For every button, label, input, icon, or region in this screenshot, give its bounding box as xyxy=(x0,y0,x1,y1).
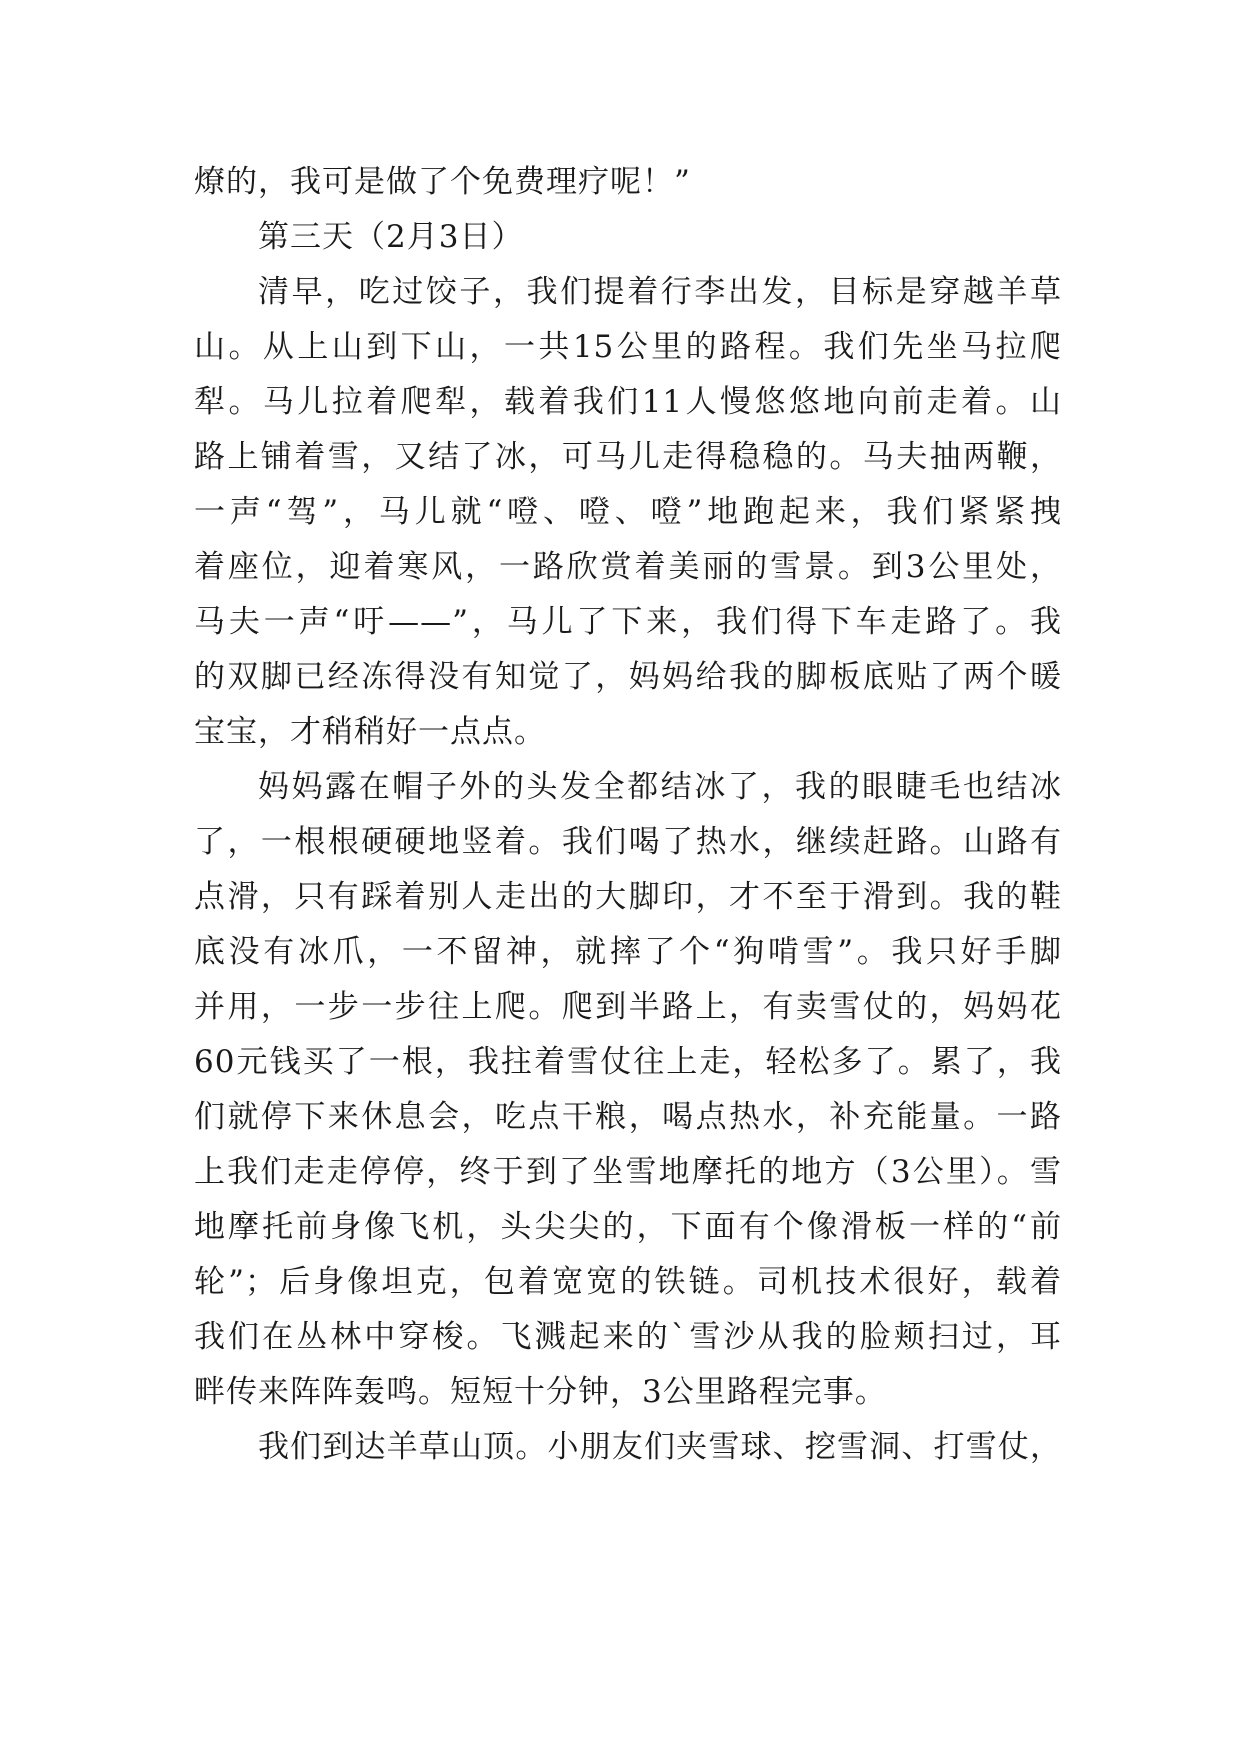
body-text xyxy=(194,155,1062,1475)
text-line: 60元钱买了一根，我拄着雪仗往上走，轻松多了。累了，我 xyxy=(194,1044,1062,1080)
text-line: 的双脚已经冻得没有知觉了，妈妈给我的脚板底贴了两个暖 xyxy=(194,659,1062,695)
text-line: 一声“驾”，马儿就“噔、噔、噔”地跑起来，我们紧紧拽 xyxy=(194,494,1062,530)
text-line: 路上铺着雪，又结了冰，可马儿走得稳稳的。马夫抽两鞭， xyxy=(194,439,1062,475)
text-line: 并用，一步一步往上爬。爬到半路上，有卖雪仗的，妈妈花 xyxy=(194,989,1062,1025)
text-line: 了，一根根硬硬地竖着。我们喝了热水，继续赶路。山路有 xyxy=(194,824,1062,860)
text-line: 地摩托前身像飞机，头尖尖的，下面有个像滑板一样的“前 xyxy=(194,1209,1062,1245)
text-line: 我们到达羊草山顶。小朋友们夹雪球、挖雪洞、打雪仗， xyxy=(258,1429,1062,1465)
text-line: 我们在丛林中穿梭。飞溅起来的`雪沙从我的脸颊扫过，耳 xyxy=(194,1319,1062,1355)
text-line: 第三天（2月3日） xyxy=(258,219,524,255)
text-line: 底没有冰爪，一不留神，就摔了个“狗啃雪”。我只好手脚 xyxy=(194,934,1062,970)
text-line: 着座位，迎着寒风，一路欣赏着美丽的雪景。到3公里处， xyxy=(194,549,1062,585)
text-line: 犁。马儿拉着爬犁，载着我们11人慢悠悠地向前走着。山 xyxy=(194,384,1062,420)
text-line: 点滑，只有踩着别人走出的大脚印，才不至于滑到。我的鞋 xyxy=(194,879,1062,915)
text-line: 马夫一声“吁——”，马儿了下来，我们得下车走路了。我 xyxy=(194,604,1062,640)
text-line: 们就停下来休息会，吃点干粮，喝点热水，补充能量。一路 xyxy=(194,1099,1062,1135)
text-line: 山。从上山到下山，一共15公里的路程。我们先坐马拉爬 xyxy=(194,329,1062,365)
text-line: 上我们走走停停，终于到了坐雪地摩托的地方（3公里）。雪 xyxy=(194,1154,1062,1190)
text-line: 燎的，我可是做了个免费理疗呢！” xyxy=(194,164,691,200)
text-line: 轮”；后身像坦克，包着宽宽的铁链。司机技术很好，载着 xyxy=(194,1264,1062,1300)
text-line: 妈妈露在帽子外的头发全都结冰了，我的眼睫毛也结冰 xyxy=(258,769,1062,805)
text-line: 清早，吃过饺子，我们提着行李出发，目标是穿越羊草 xyxy=(258,274,1062,310)
text-line: 畔传来阵阵轰鸣。短短十分钟，3公里路程完事。 xyxy=(194,1374,887,1410)
text-line: 宝宝，才稍稍好一点点。 xyxy=(194,714,546,750)
